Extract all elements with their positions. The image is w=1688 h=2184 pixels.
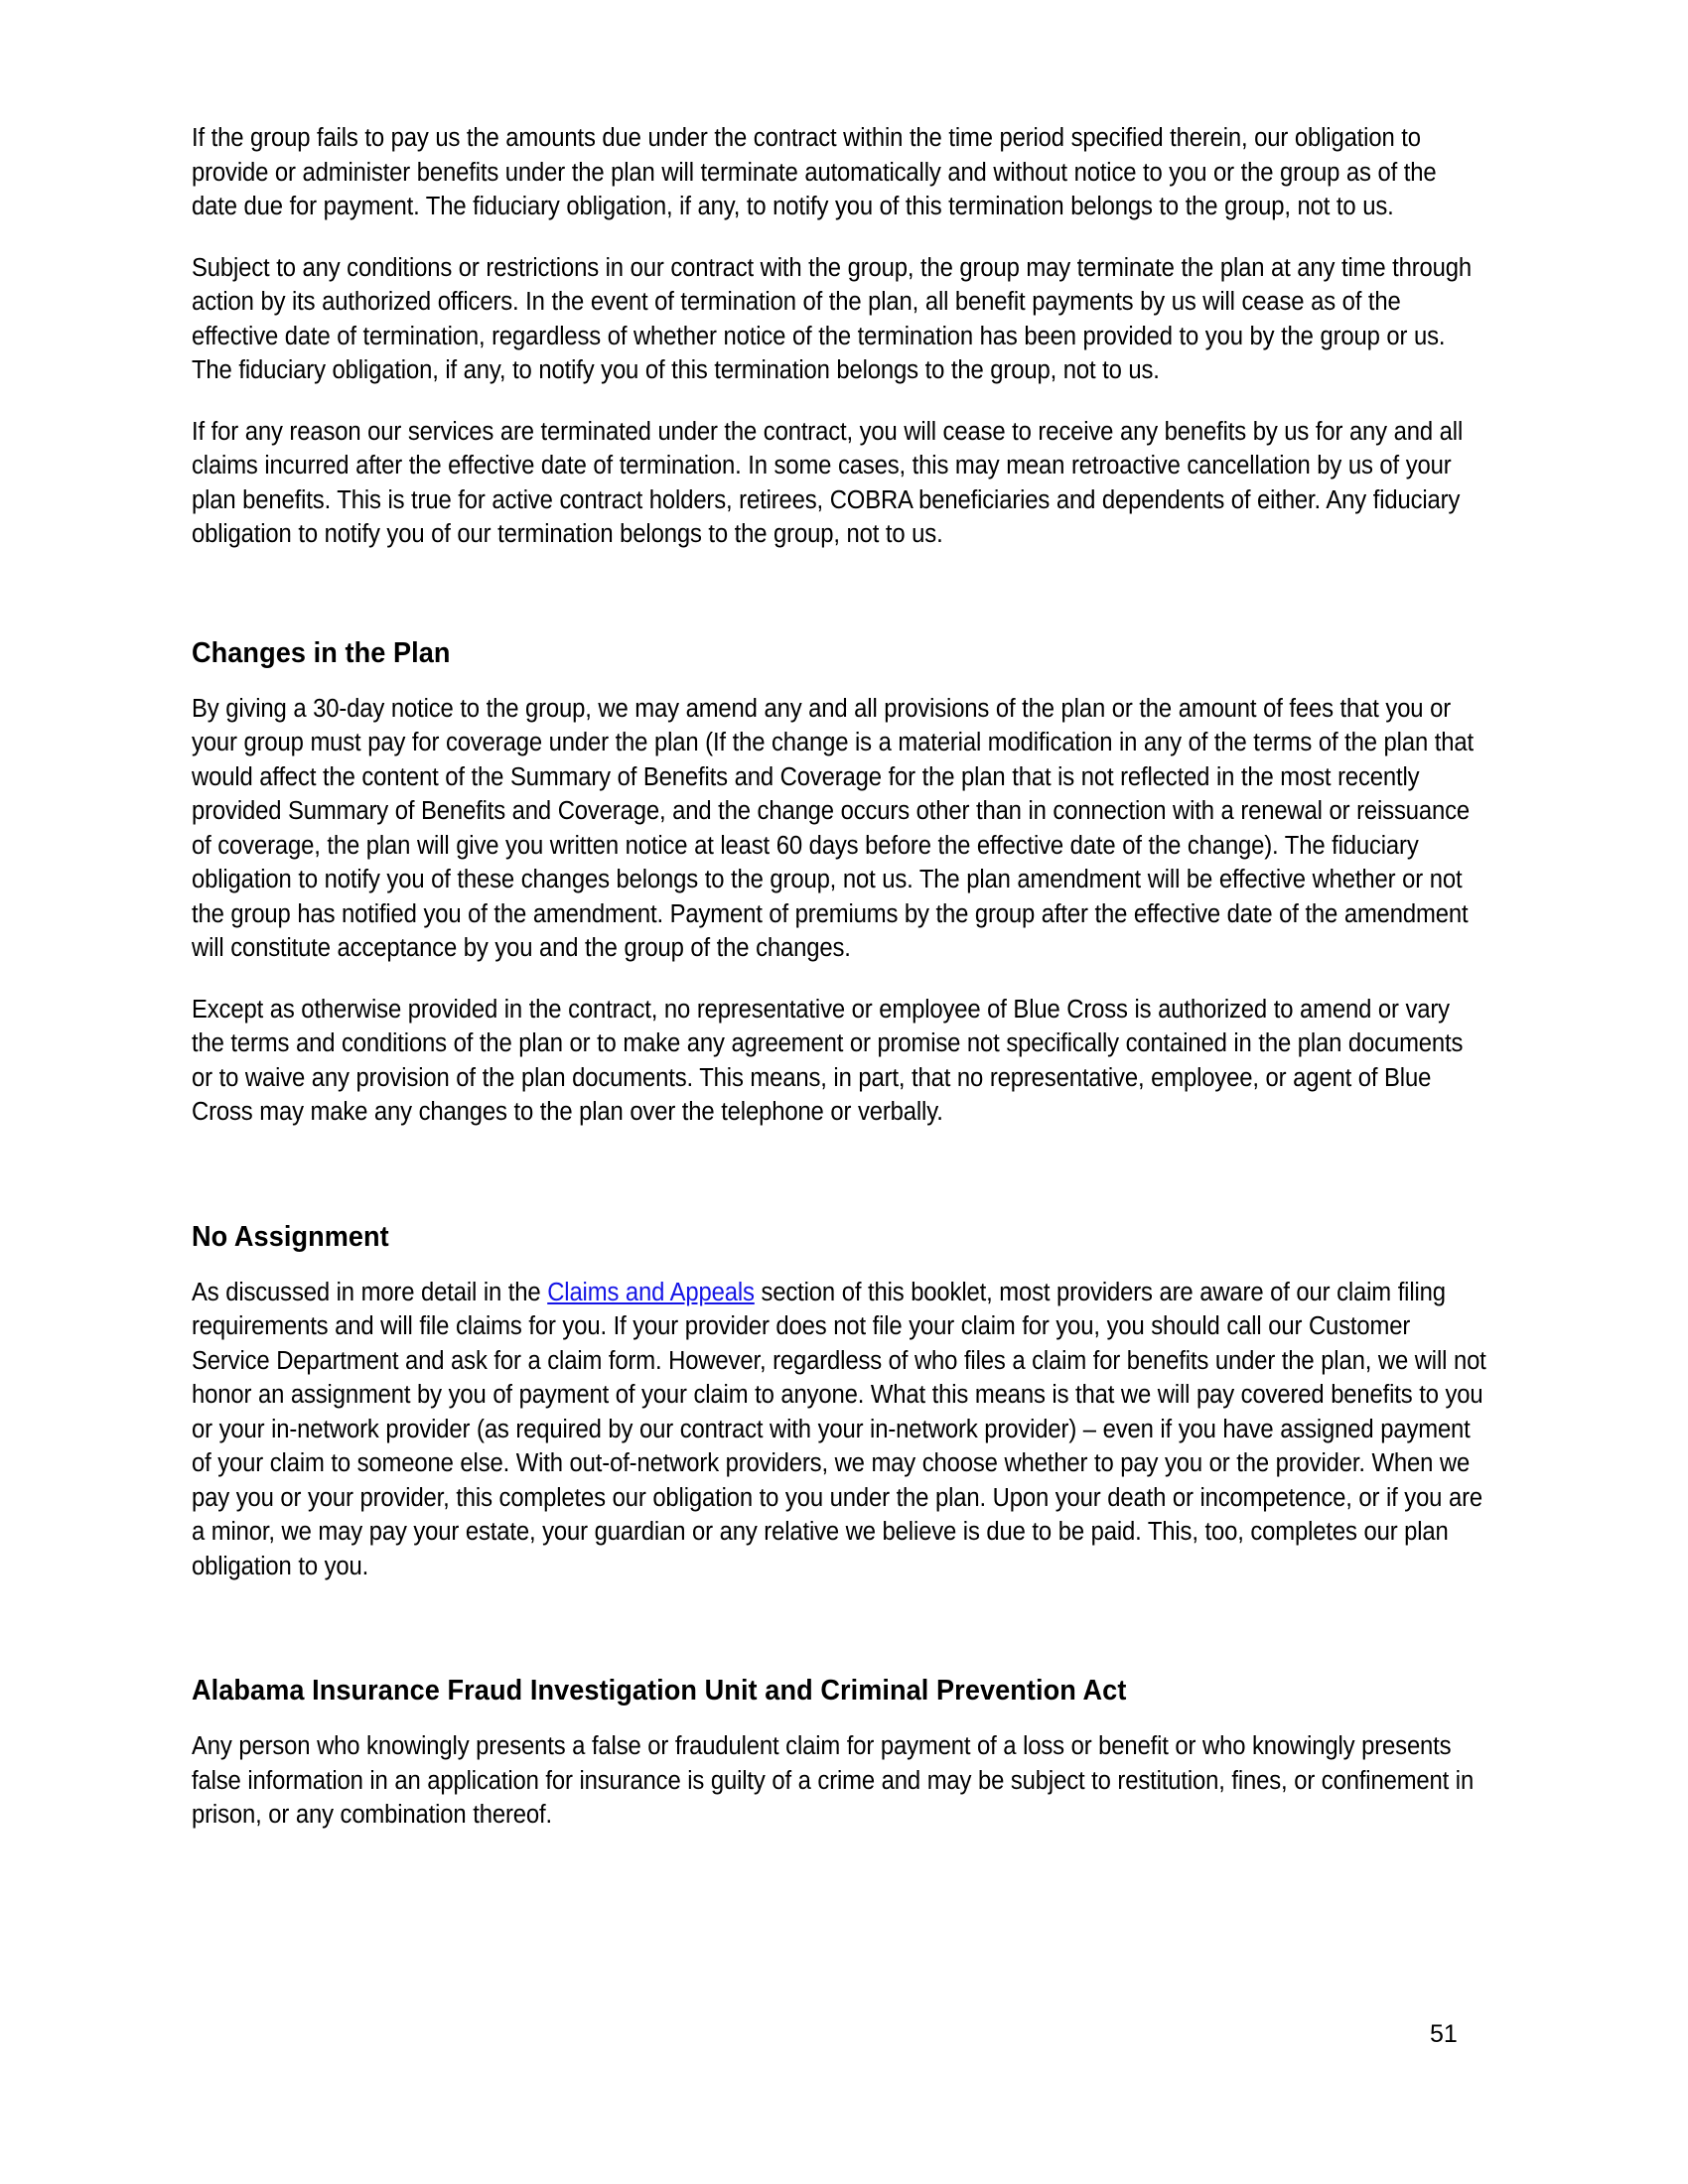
paragraph-no-assignment (192, 1276, 1487, 1584)
spacer (192, 1707, 1487, 1729)
paragraph-amendment-notice: By giving a 30-day notice to the group, we may amend any and all provisions of the plan or the amount of fees that you or your group must pay for coverage under the plan (If the change is a material modification in any of the terms of the plan that would affect the content of the Summary of Benefits and Coverage for the plan that is not reflected in the most recently provided Summary of Benefits and Coverage, and the change occurs other than in connection with a renewal or reissuance of coverage, the plan will give you written notice at least 60 days before the effective date of the change). The fiduciary obligation to notify you of these changes belongs to the group, not us. The plan amendment will be effective whether or not the group has notified you of the amendment. Payment of premiums by the group after the effective date of the amendment will constitute acceptance by you and the group of the changes. (192, 694, 1474, 962)
section-heading-no-assignment: No Assignment (192, 1220, 389, 1253)
spacer (192, 1157, 1487, 1220)
section-heading-alabama-insurance-fraud: Alabama Insurance Fraud Investigation Unit and Criminal Prevention Act (192, 1675, 1127, 1706)
claims-and-appeals-link[interactable]: Claims and Appeals (547, 1278, 755, 1306)
paragraph-termination-nonpayment: If the group fails to pay us the amounts due under the contract within the time period specified therein, our obligation to provide or administer benefits under the plan will terminate automatically and without notice to you or the group as of the date due for payment. The fiduciary obligation, if any, to notify you of this termination belongs to the group, not to us. (192, 124, 1437, 220)
paragraph-text-after-link: section of this booklet, most providers are aware of our claim filing requirements and will file claims for you. If your provider does not file your claim for you, you should call our Customer Service Department and ask for a claim form. However, regardless of who files a claim for benefits under the plan, we will not honor an assignment by you of payment of your claim to anyone. What this means is that we will pay covered benefits to you or your in-network provider (as required by our contract with your in-network provider) – even if you have assigned payment of your claim to someone else. With out-of-network providers, we may choose whether to pay you or the provider. When we pay you or your provider, this completes our obligation to you under the plan. Upon your death or incompetence, or if you are a minor, we may pay your estate, your guardian or any relative we believe is due to be paid. This, too, completes our plan obligation to you. (192, 1278, 1486, 1580)
spacer (192, 579, 1487, 636)
paragraph-no-oral-amendment: Except as otherwise provided in the contract, no representative or employee of Blue Cross is authorized to amend or vary the terms and conditions of the plan or to make any agreement or promise not specifically contained in the plan documents or to waive any provision of the plan documents. This means, in part, that no representative, employee, or agent of Blue Cross may make any changes to the plan over the telephone or verbally. (192, 995, 1464, 1126)
paragraph-services-terminated: If for any reason our services are terminated under the contract, you will cease to receive any benefits by us for any and all claims incurred after the effective date of termination. In some cases, this may mean retroactive cancellation by us of your plan benefits. This is true for active contract holders, retirees, COBRA beneficiaries and dependents of either. Any fiduciary obligation to notify you of our termination belongs to the group, not to us. (192, 417, 1464, 548)
spacer (192, 1610, 1487, 1674)
page-content (192, 121, 1487, 1833)
section-heading-changes-in-the-plan: Changes in the Plan (192, 636, 451, 669)
paragraph-fraud-penalty: Any person who knowingly presents a false or fraudulent claim for payment of a loss or benefit or who knowingly presents false information in an application for insurance is guilty of a crime and may be subject to restitution, fines, or confinement in prison, or any combination thereof. (192, 1732, 1475, 1829)
spacer (192, 1254, 1487, 1276)
page-number: 51 (1430, 2020, 1458, 2048)
paragraph-text-before-link: As discussed in more detail in the (192, 1278, 548, 1306)
paragraph-group-termination: Subject to any conditions or restrictions in our contract with the group, the group may terminate the plan at any time through action by its authorized officers. In the event of termination of the plan, all benefit payments by us will cease as of the effective date of termination, regardless of whether notice of the termination has been provided to you by the group or us. The fiduciary obligation, if any, to notify you of this termination belongs to the group, not to us. (192, 253, 1473, 384)
spacer (192, 670, 1487, 692)
